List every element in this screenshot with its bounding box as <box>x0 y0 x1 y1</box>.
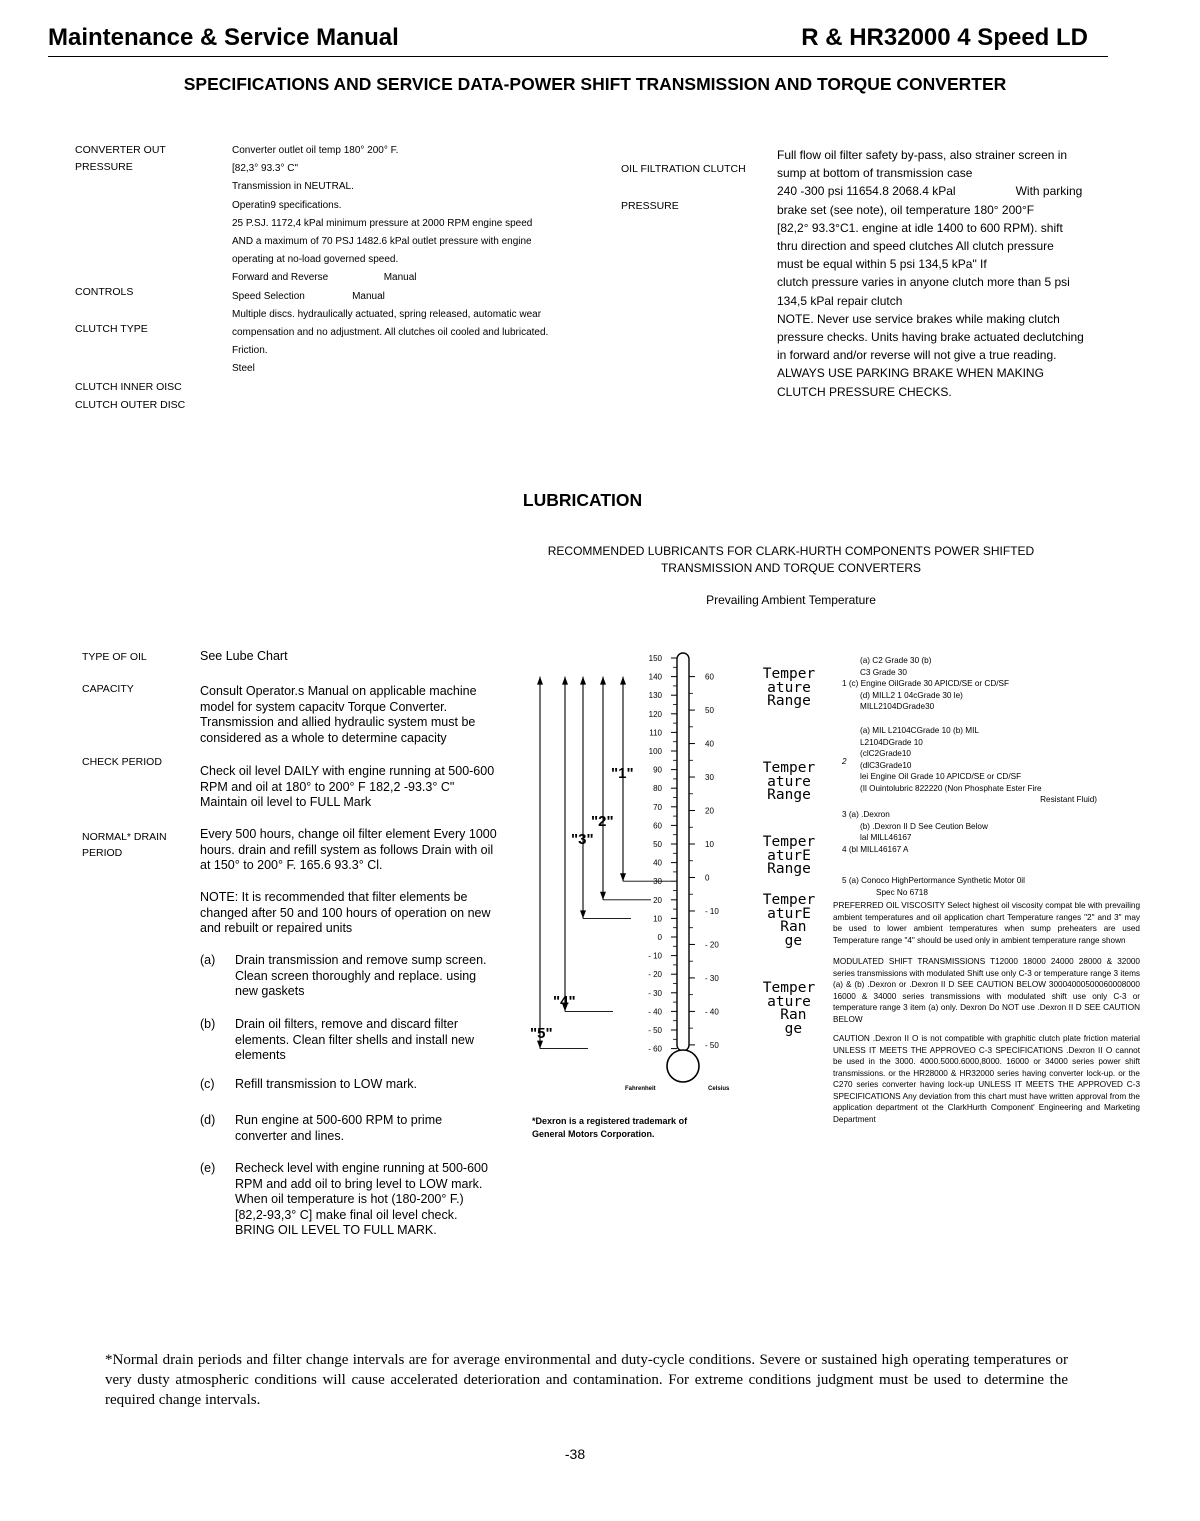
drain-period-text: Every 500 hours, change oil filter element Every 1000 hours. drain and refill system as follows Drain with oil at 150° to 200° F. 165.6 93.3° Cl. <box>200 827 497 872</box>
f-tick-label: 140 <box>648 672 662 682</box>
service-step <box>200 1113 500 1144</box>
note-line: lal MILL46167 <box>860 833 912 842</box>
note-line: C3 Grade 30 <box>860 667 907 677</box>
temperature-range-label-4: Temper aturE Ran ge <box>762 892 816 949</box>
spec-line: Converter outlet oil temp 180° 200° F. <box>232 145 399 156</box>
f-tick-label: 130 <box>648 691 662 701</box>
f-tick-label: 10 <box>653 914 662 924</box>
f-tick-label: - 50 <box>648 1026 662 1035</box>
f-tick-label: 60 <box>653 821 662 831</box>
label-oil-filtration: OIL FILTRATION CLUTCH <box>621 163 746 175</box>
service-step <box>200 1161 500 1239</box>
see-lube-chart: See Lube Chart <box>200 649 288 663</box>
f-tick-label: 150 <box>648 654 662 663</box>
step-text: Drain transmission and remove sump screen. Clean screen thoroughly and replace. using new gaskets <box>235 953 487 998</box>
spec-line: AND a maximum of 70 PSJ 1482.6 kPal outlet pressure with engine <box>232 236 532 248</box>
spec-line: operating at no-load governed speed. <box>232 254 399 266</box>
step-key: (d) <box>200 1113 216 1127</box>
header-rule <box>48 56 1108 57</box>
filtration-line: Full flow oil filter safety by-pass, also strainer screen in <box>777 148 1068 162</box>
c-tick-label: 40 <box>705 739 714 749</box>
f-tick-label: 50 <box>653 840 662 849</box>
range-label: "4" <box>553 993 576 1010</box>
spec-line: 25 P.SJ. 1172,4 kPal minimum pressure at 2000 RPM engine speed <box>232 217 533 229</box>
c-tick-label: - 10 <box>705 906 719 916</box>
c-tick-label: 20 <box>705 806 714 816</box>
f-tick-label: - 10 <box>648 951 662 961</box>
fahrenheit-label: Fahrenheit <box>625 1086 656 1092</box>
label-clutch-inner: CLUTCH INNER OISC <box>75 381 182 393</box>
thermometer-tube <box>677 653 689 1051</box>
f-tick-label: 90 <box>653 765 662 775</box>
spec-line: Steel <box>232 363 255 375</box>
label-check-period: CHECK PERIOD <box>82 756 162 768</box>
range-label: "3" <box>571 831 594 848</box>
label-period: PERIOD <box>82 847 123 859</box>
note-line: 3 (a) .Dexron <box>842 810 890 819</box>
f-tick-label: - 20 <box>648 970 662 980</box>
f-tick-label: 70 <box>653 802 662 812</box>
footnote: *Normal drain periods and filter change intervals are for average environmental and duty-cycle conditions. Severe or sustained high operating temperatures or very dusty atmospheric conditions will cause accelerated deterioration and contamination. For extreme conditions judgment must be used to determine the required change intervals. <box>105 1352 1068 1408</box>
filtration-line: must be equal within 5 psi 134,5 kPa" If <box>777 257 987 272</box>
f-tick-label: 120 <box>648 709 662 719</box>
filtration-line: CLUTCH PRESSURE CHECKS. <box>777 384 952 399</box>
label-clutch-type: CLUTCH TYPE <box>75 323 148 335</box>
note-line: Spec No 6718 <box>876 887 928 897</box>
range-arrow-head <box>580 910 586 918</box>
label-clutch-pressure: PRESSURE <box>621 200 679 212</box>
recommended-lubricants: RECOMMENDED LUBRICANTS FOR CLARK-HURTH COMPONENTS POWER SHIFTED TRANSMISSION AND TORQUE CONVERTERS <box>547 544 1035 575</box>
oil-group-1 <box>842 655 1009 713</box>
label-converter-out: CONVERTER OUT <box>75 144 166 156</box>
spec-line: [82,3° 93.3° C" <box>232 163 299 175</box>
trademark-note <box>532 1115 687 1141</box>
c-tick-label: - 20 <box>705 940 719 950</box>
note-line: 5 (a) Conoco HighPertormance Synthetic Motor 0il <box>842 876 1025 885</box>
c-tick-label: - 30 <box>705 973 719 983</box>
step-key: (e) <box>200 1161 216 1175</box>
step-key: (c) <box>200 1077 215 1091</box>
range-label: "1" <box>611 765 634 782</box>
label-type-of-oil: TYPE OF OIL <box>82 651 147 663</box>
note-line: (clC2Grade10 <box>860 749 911 758</box>
note-line: L2104DGrade 10 <box>860 737 923 747</box>
manual-title: Maintenance & Service Manual <box>48 24 399 51</box>
spec-line: Friction. <box>232 345 268 357</box>
step-key: (a) <box>200 953 216 967</box>
range-arrow-head <box>580 677 586 685</box>
spec-line: Forward and Reverse Manual <box>232 272 417 284</box>
filter-note: NOTE: It is recommended that filter elements be changed after 50 and 100 hours of operation on new and rebuilt or repaired units <box>200 890 491 935</box>
note-line: 1 (c) Engine OilGrade 30 APICD/SE or CD/SF <box>842 679 1009 688</box>
f-tick-label: 100 <box>648 747 662 756</box>
c-tick-label: 60 <box>705 672 714 682</box>
ambient-temperature-label: Prevailing Ambient Temperature <box>706 593 876 607</box>
note-line: Resistant Fluid) <box>1040 795 1097 804</box>
c-tick-label: 30 <box>705 773 714 783</box>
filtration-line: in forward and/or reverse will not give a true reading. <box>777 348 1057 363</box>
note-line: (dlC3Grade10 <box>860 760 912 770</box>
lubrication-heading: LUBRICATION <box>522 490 643 510</box>
spec-line: Transmission in NEUTRAL. <box>232 181 354 193</box>
trademark-line-2: General Motors Corporation. <box>532 1129 655 1139</box>
filtration-line: sump at bottom of transmission case <box>777 166 973 181</box>
f-tick-label: 30 <box>653 877 662 887</box>
step-text: Recheck level with engine running at 500-600 RPM and add oil to bring level to LOW mark. When oil temperature is hot (180-200° F.) [82,2-93,3° C] make final oil level check. BRING OIL LEVEL TO FULL MARK. <box>235 1161 488 1237</box>
capacity-text: Consult Operator.s Manual on applicable machine model for system capacitv Torque Converter. Transmission and allied hydraulic system must be considered as a whole to determine capacity <box>200 684 477 745</box>
filtration-line: NOTE. Never use service brakes while making clutch <box>777 311 1060 326</box>
celsius-label: Celsius <box>708 1086 730 1092</box>
thermometer-bulb <box>667 1050 699 1082</box>
spec-values <box>232 142 592 379</box>
range-label: "2" <box>591 813 614 830</box>
service-step <box>200 953 500 1000</box>
oil-group-2-number: 2 <box>842 757 847 766</box>
note-line: (a) MIL L2104CGrade 10 (b) MIL <box>860 726 979 735</box>
range-arrow-head <box>537 677 543 685</box>
f-tick-label: 20 <box>653 895 662 905</box>
oil-group-5 <box>842 875 1025 898</box>
c-tick-label: - 40 <box>705 1007 719 1017</box>
f-tick-label: - 60 <box>648 1044 662 1054</box>
service-step <box>200 1017 500 1064</box>
range-arrow-head <box>620 873 626 881</box>
note-line: (a) C2 Grade 30 (b) <box>860 656 932 665</box>
filtration-line: ALWAYS USE PARKING BRAKE WHEN MAKING <box>777 366 1044 381</box>
filtration-pressure-text <box>777 146 1107 401</box>
page-number: -38 <box>564 1446 586 1462</box>
c-tick-label: 50 <box>705 706 714 716</box>
range-arrow-head <box>620 677 626 685</box>
c-tick-label: - 50 <box>705 1040 719 1050</box>
f-tick-label: 40 <box>653 858 662 868</box>
c-tick-label: 10 <box>705 840 714 849</box>
filtration-line: thru direction and speed clutches All clutch pressure <box>777 239 1054 254</box>
filtration-line: pressure checks. Units having brake actuated declutching <box>777 330 1084 345</box>
note-line: (d) MILL2 1 04cGrade 30 le) <box>860 690 963 700</box>
filtration-line: [82,2° 93.3°C1. engine at idle 1400 to 600 RPM). shift <box>777 220 1063 235</box>
f-tick-label: 0 <box>657 933 662 942</box>
note-line: 4 (bl MILL46167 A <box>842 844 909 854</box>
temperature-range-label-2: Temper ature Range <box>762 760 816 803</box>
note-line: lei Engine Oil Grade 10 APICD/SE or CD/SF <box>860 772 1022 781</box>
service-step <box>200 1077 500 1093</box>
range-arrow-head <box>562 677 568 685</box>
temperature-range-label-5: Temper ature Ran ge <box>762 980 816 1037</box>
temperature-range-label-1: Temper ature Range <box>762 666 816 709</box>
preferred-viscosity-note: PREFERRED OIL VISCOSITY Select highest oil viscosity compat ble with prevailing ambient temperatures and oil application chart Temperature ranges "2" and 3" may be used to lower ambient temperatures when sump preheaters are used Temperature range "4" should be used only in ambient temperature range shown <box>833 901 1140 945</box>
page-title: SPECIFICATIONS AND SERVICE DATA-POWER SHIFT TRANSMISSION AND TORQUE CONVERTER <box>183 74 1007 94</box>
temperature-range-label-3: Temper aturE Range <box>762 834 816 877</box>
filtration-line: 240 -300 psi 11654.8 2068.4 kPal With parking <box>777 184 1083 199</box>
spec-line: compensation and no adjustment. All clutches oil cooled and lubricated. <box>232 327 549 339</box>
filtration-line: 134,5 kPal repair clutch <box>777 293 903 308</box>
lube-temperature-chart <box>525 648 750 1098</box>
check-period-text: Check oil level DAILY with engine running at 500-600 RPM and oil at 180° to 200° F 182,2 -93.3° C" Maintain oil level to FULL Mark <box>200 764 495 809</box>
label-controls: CONTROLS <box>75 286 134 298</box>
step-key: (b) <box>200 1017 216 1031</box>
range-arrow-head <box>600 677 606 685</box>
label-pressure: PRESSURE <box>75 161 133 173</box>
f-tick-label: - 40 <box>648 1007 662 1017</box>
spec-line: Speed Selection Manual <box>232 290 385 302</box>
label-clutch-outer: CLUTCH OUTER DISC <box>75 399 186 411</box>
oil-group-3-4 <box>842 809 988 855</box>
range-arrow-head <box>600 892 606 900</box>
modulated-shift-note: MODULATED SHIFT TRANSMISSIONS T12000 18000 24000 28000 & 32000 series transmissions with modulated Shift use only C-3 or temperature range 3 items (a) & (b) .Dexron or .Dexron II D SEE CAUTION BELOW 30004000500060008000 16000 & 34000 series transmissions with modulated shift use only C-3 or temperature range 3 item (a) only. Dexron Do NOT use .Dexron II D SEE CAUTION BELOW <box>833 957 1140 1024</box>
f-tick-label: - 30 <box>648 988 662 998</box>
c-tick-label: 0 <box>705 873 710 883</box>
f-tick-label: 80 <box>653 784 662 794</box>
step-text: Run engine at 500-600 RPM to prime converter and lines. <box>235 1113 443 1143</box>
label-normal-drain: NORMAL* DRAIN <box>82 831 167 843</box>
label-capacity: CAPACITY <box>82 683 134 695</box>
step-text: Refill transmission to LOW mark. <box>235 1077 417 1091</box>
note-line: (Il Ouintolubric 822220 (Non Phosphate Ester Fire <box>860 783 1042 793</box>
filtration-line: brake set (see note), oil temperature 180° 200°F <box>777 202 1035 217</box>
spec-line: Operatin9 specifications. <box>232 199 342 211</box>
oil-group-2 <box>842 725 1097 806</box>
note-line: MILL2104DGrade30 <box>860 702 935 711</box>
model-title: R & HR32000 4 Speed LD <box>801 24 1088 51</box>
range-label: "5" <box>530 1025 553 1042</box>
filtration-line: clutch pressure varies in anyone clutch more than 5 psi <box>777 275 1070 290</box>
caution-note: CAUTION .Dexron II O is not compatible with graphitic clutch plate friction material UNLESS IT MEETS THE APPROVEO C-3 SPECIFICATIONS .Dexron II O cannot be used in the 3000. 4000.5000.6000,8000. 16000 or 34000 series power shift transmissions. or the HR28000 & HR32000 series having converter lock-up. or the C270 series converter having lock-up UNLESS IT MEETS THE APPROVED C-3 SPECIFICATIONS Any deviation from this chart must have written approval from the application department ot the ClarkHurth Component' Engineering and Marketing Department <box>833 1034 1140 1124</box>
f-tick-label: 110 <box>649 728 662 738</box>
note-line: (b) .Dexron II D See Ceution Below <box>860 821 988 831</box>
step-text: Drain oil filters, remove and discard filter elements. Clean filter shells and install new elements <box>235 1017 475 1062</box>
trademark-line-1: *Dexron is a registered trademark of <box>532 1116 688 1126</box>
spec-line: Multiple discs. hydraulically actuated, spring released, automatic wear <box>232 308 542 320</box>
